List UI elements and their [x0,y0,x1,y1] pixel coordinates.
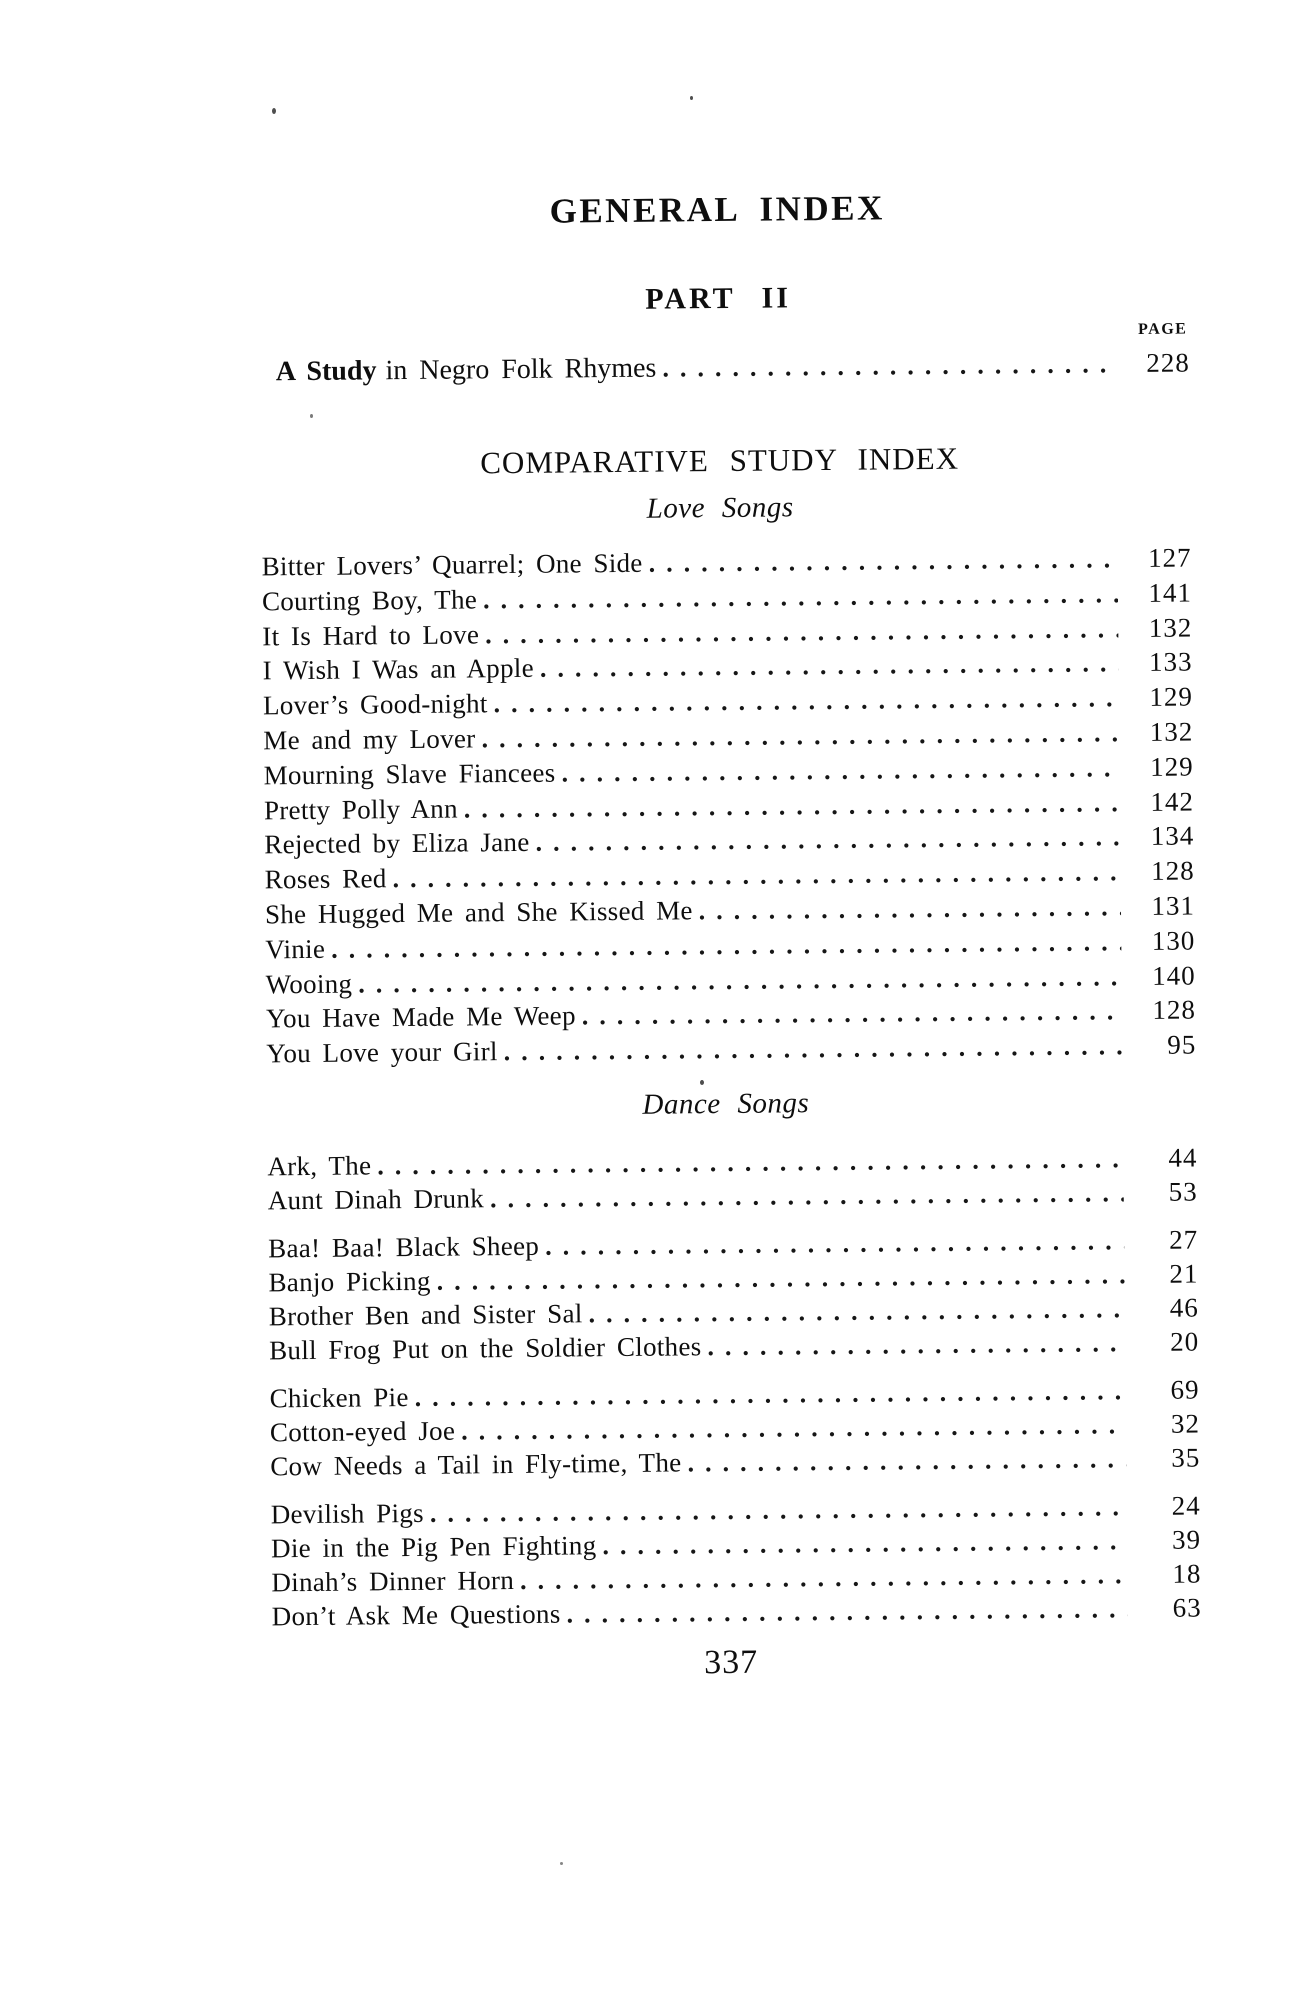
dot-leader [535,822,1120,859]
entry-page-number: 228 [1146,347,1190,378]
entry-title: Bull Frog Put on the Soldier Clothes [269,1331,702,1366]
love-songs-list [249,542,1196,1073]
entry-page-number: 142 [1150,786,1195,817]
study-entry-lead: A Study [275,355,377,388]
dot-leader [392,856,1120,894]
dot-leader [415,1375,1126,1413]
study-entry-row [248,347,1190,388]
dot-leader [561,752,1119,788]
scan-speck [560,1862,563,1865]
dot-leader [358,961,1122,999]
entry-title: Lover’s Good-night [262,688,488,721]
dot-leader [520,1559,1128,1596]
entry-title: Rejected by Eliza Jane [264,827,530,860]
dot-leader [687,1443,1126,1478]
section-heading-dance-songs: Dance Songs [642,1087,810,1121]
dot-leader [662,348,1116,384]
comparative-study-heading: COMPARATIVE STUDY INDEX [480,440,960,481]
entry-title: Vinie [265,933,326,965]
entry-title: Don’t Ask Me Questions [271,1598,561,1632]
entry-title: Bitter Lovers’ Quarrel; One Side [261,547,643,582]
entry-page-number: 141 [1148,577,1193,608]
dot-leader [483,578,1118,615]
dot-leader [588,1293,1125,1329]
entry-title: She Hugged Me and She Kissed Me [264,895,693,930]
entry-title: Aunt Dinah Drunk [267,1183,485,1216]
entry-page-number: 131 [1151,890,1196,921]
dot-leader [430,1491,1127,1529]
page-content [244,0,1205,2005]
entry-title: Banjo Picking [268,1265,431,1298]
entry-page-number: 18 [1172,1558,1202,1589]
entry-page-number: 46 [1169,1292,1199,1323]
entry-title: Courting Boy, The [261,584,478,617]
part-heading: PART II [645,281,792,316]
entry-page-number: 127 [1147,542,1192,573]
dot-leader [331,926,1121,965]
entry-page-number: 128 [1150,855,1195,887]
entry-title: Die in the Pig Pen Fighting [270,1530,597,1564]
dance-songs-list [255,1142,1202,1635]
entry-title: I Wish I Was an Apple [262,653,535,686]
entry-title: Baa! Baa! Black Sheep [268,1230,540,1264]
entry-title: Dinah’s Dinner Horn [271,1565,515,1598]
dot-leader [707,1327,1125,1362]
section-heading-love-songs: Love Songs [646,491,794,525]
entry-title: You Have Made Me Weep [265,1000,576,1034]
dot-leader [377,1143,1123,1181]
dot-leader [485,613,1118,650]
entry-title: Chicken Pie [269,1382,409,1414]
dot-leader [648,543,1117,579]
entry-page-number: 134 [1150,820,1195,852]
entry-title: Brother Ben and Sister Sal [268,1298,583,1332]
folio-page-number: 337 [704,1643,759,1682]
dot-leader [490,1177,1124,1214]
dot-leader [493,682,1119,719]
entry-title: Devilish Pigs [270,1497,425,1530]
entry-page-number: 130 [1151,925,1196,956]
entry-title: It Is Hard to Love [262,618,480,651]
entry-title: Pretty Polly Ann [263,793,458,825]
entry-page-number: 44 [1168,1142,1198,1173]
dot-leader [602,1525,1127,1561]
scan-speck [272,108,276,114]
entry-title: Mourning Slave Fiancees [263,757,556,791]
entry-title: Cow Needs a Tail in Fly-time, The [270,1447,682,1482]
entry-page-number: 129 [1149,681,1194,713]
entry-title: Wooing [265,968,353,999]
entry-title: Cotton-eyed Joe [269,1415,456,1448]
page-column-label: PAGE [1138,320,1188,338]
entry-title: You Love your Girl [266,1036,498,1069]
entry-title: Ark, The [267,1150,372,1182]
dot-leader [481,717,1119,754]
entry-page-number: 27 [1169,1224,1199,1255]
entry-title: Roses Red [264,863,387,895]
dot-leader [437,1259,1125,1297]
entry-page-number: 21 [1169,1258,1199,1289]
dot-leader [545,1225,1124,1262]
page-title: GENERAL INDEX [549,188,886,231]
dot-leader [464,787,1120,824]
study-entry-rest: in Negro Folk Rhymes [385,352,657,387]
scan-speck [690,96,693,100]
dot-leader [566,1593,1127,1629]
entry-title: Me and my Lover [263,723,476,756]
entry-page-number: 132 [1148,612,1193,643]
entry-page-number: 32 [1170,1408,1201,1439]
dot-leader [540,648,1119,685]
entry-page-number: 69 [1170,1374,1200,1405]
entry-page-number: 95 [1167,1029,1197,1060]
entry-page-number: 133 [1148,646,1193,678]
dot-leader [582,996,1122,1032]
entry-page-number: 140 [1151,960,1196,991]
entry-page-number: 53 [1168,1176,1198,1207]
entry-page-number: 39 [1171,1524,1202,1555]
dot-leader [699,891,1122,926]
entry-page-number: 20 [1169,1326,1200,1357]
entry-page-number: 128 [1152,994,1197,1026]
scan-speck [700,1080,704,1085]
dot-leader [504,1030,1123,1067]
entry-page-number: 63 [1172,1592,1202,1623]
entry-page-number: 24 [1171,1490,1201,1521]
dot-leader [461,1409,1126,1446]
entry-page-number: 35 [1171,1442,1201,1473]
scan-speck [310,414,313,418]
entry-page-number: 129 [1149,751,1194,782]
entry-page-number: 132 [1149,716,1194,747]
